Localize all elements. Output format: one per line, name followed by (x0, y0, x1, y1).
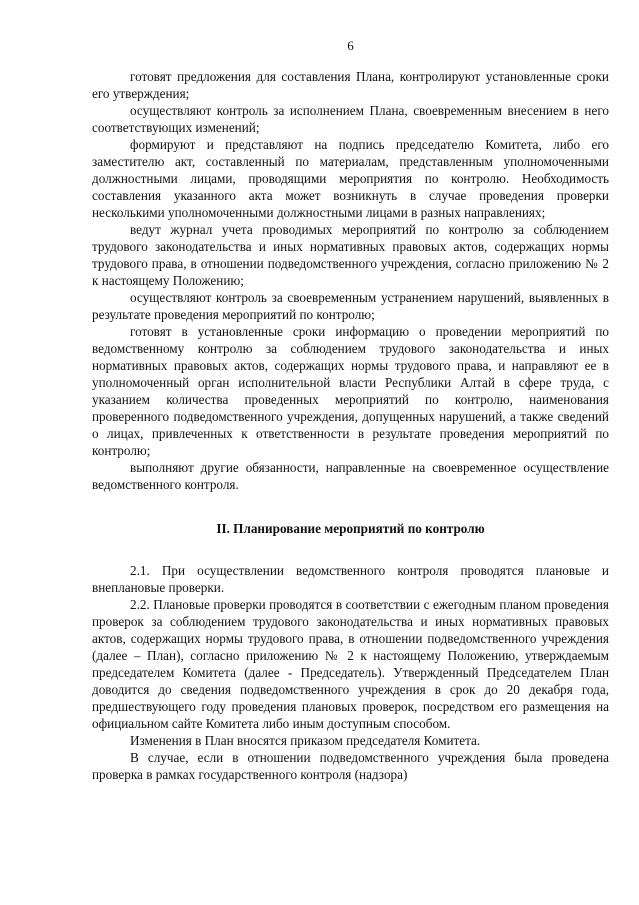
section-heading: II. Планирование мероприятий по контролю (216, 521, 485, 536)
paragraph-case-state-control: В случае, если в отношении подведомственного учреждения была проведена проверка в рамках государственного контроля (надзора) (92, 750, 609, 782)
paragraph-form-act: формируют и представляют на подпись председателю Комитета, либо его заместителю акт, составленный по материалам, представленным уполномоченными должностными лицами, проводящими мероприятия по контролю. Необходимость составления указанного акта может возникнуть в случае проведения проверки несколькими уполномоченными должностными лицами в разных направлениях; (92, 137, 609, 220)
page-number: 6 (347, 38, 354, 53)
paragraph-other-duties: выполняют другие обязанности, направленные на своевременное осуществление ведомственного контроля. (92, 460, 609, 492)
paragraph-keep-journal: ведут журнал учета проводимых мероприятий по контролю за соблюдением трудового законодательства и иных нормативных правовых актов, содержащих нормы трудового права, в отношении подведомственного учреждения, согласно приложению № 2 к настоящему Положению; (92, 222, 609, 288)
document-body (92, 68, 609, 783)
paragraph-plan-changes: Изменения в План вносятся приказом председателя Комитета. (130, 733, 481, 748)
paragraph-control-plan-execution: осуществляют контроль за исполнением Плана, своевременным внесением в него соответствующих изменений; (92, 103, 609, 135)
paragraph-prepare-information: готовят в установленные сроки информацию о проведении мероприятий по ведомственному контролю за соблюдением трудового законодательства и иных нормативных правовых актов, содержащих нормы трудового права, и направляют ее в уполномоченный орган исполнительной власти Республики Алтай в сфере труда, с указанием количества проведенных мероприятий по контролю, наименования проверенного подведомственного учреждения, допущенных нарушений, а также сведений о лицах, привлеченных к ответственности в результате проведения мероприятий по контролю; (92, 324, 609, 458)
paragraph-2-2: 2.2. Плановые проверки проводятся в соответствии с ежегодным планом проведения проверок за соблюдением трудового законодательства и иных нормативных правовых актов, содержащих нормы трудового права, в отношении подведомственного учреждения (далее – План), согласно приложению № 2 к настоящему Положению, утверждаемым председателем Комитета (далее - Председатель). Утвержденный Председателем План доводится до сведения подведомственного учреждения в срок до 20 декабря года, предшествующего году проведения плановых проверок, посредством его размещения на официальном сайте Комитета либо иным доступным способом. (92, 597, 609, 731)
paragraph-control-violations-elimination: осуществляют контроль за своевременным устранением нарушений, выявленных в результате проведения мероприятий по контролю; (92, 290, 609, 322)
paragraph-prepare-plan-proposals: готовят предложения для составления Плана, контролируют установленные сроки его утверждения; (92, 69, 609, 101)
paragraph-2-1: 2.1. При осуществлении ведомственного контроля проводятся плановые и внеплановые проверки. (92, 563, 609, 595)
